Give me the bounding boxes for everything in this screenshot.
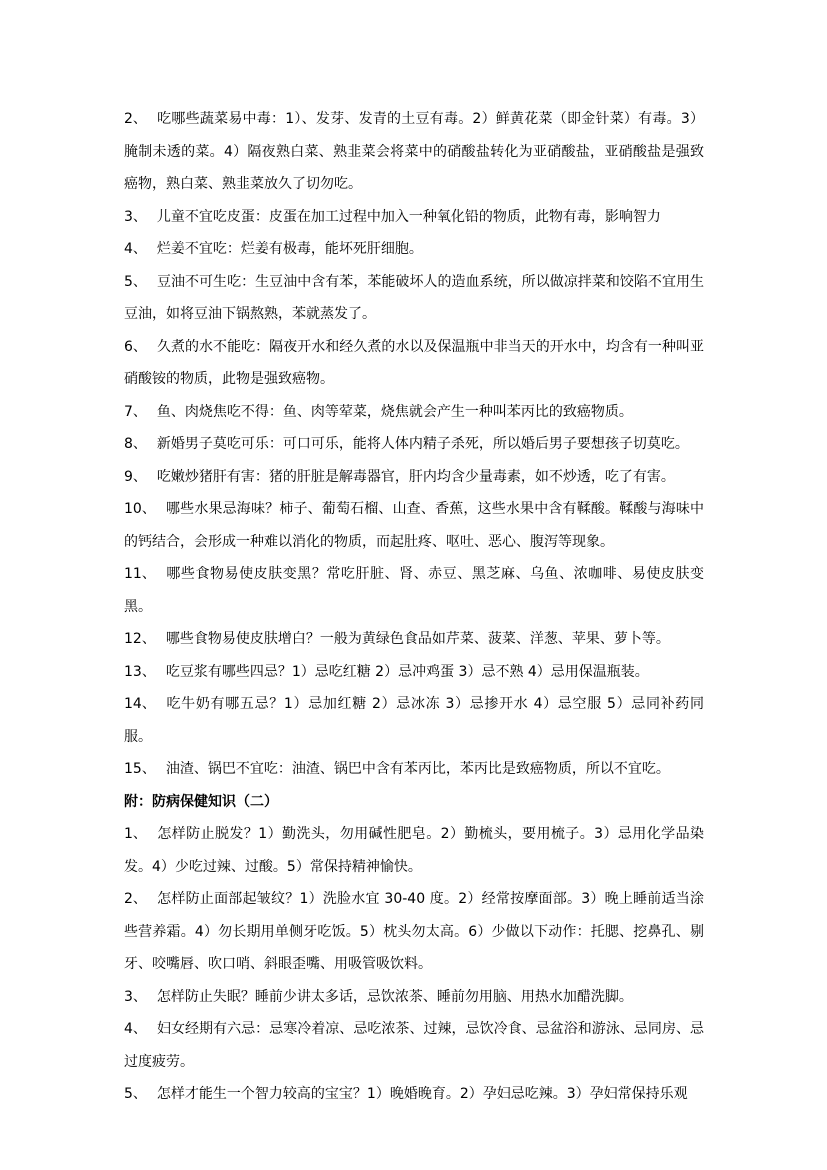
- item-number: 10、: [124, 501, 156, 517]
- list-item: [124, 233, 704, 266]
- item-text: 怎样防止脱发？1）勤洗头，勿用碱性肥皂。2）勤梳头，要用梳子。3）忌用化学品染发。4）少吃过辣、过酸。5）常保持精神愉快。: [124, 826, 704, 875]
- item-text: 油渣、锅巴不宜吃：油渣、锅巴中含有苯丙比，苯丙比是致癌物质，所以不宜吃。: [165, 761, 670, 777]
- list-item: [124, 623, 704, 656]
- list-item: [124, 331, 704, 396]
- document-body: [124, 103, 704, 1111]
- item-text: 儿童不宜吃皮蛋：皮蛋在加工过程中加入一种氧化铅的物质，此物有毒，影响智力: [156, 208, 661, 225]
- item-text: 新婚男子莫吃可乐：可口可乐，能将人体内精子杀死，所以婚后男子要想孩子切莫吃。: [156, 436, 689, 452]
- item-number: 5、: [124, 273, 147, 290]
- list-item: [124, 103, 704, 201]
- item-text: 哪些食物易使皮肤变黑？常吃肝脏、肾、赤豆、黑芝麻、乌鱼、浓咖啡、易使皮肤变黑。: [124, 566, 704, 615]
- item-number: 12、: [124, 631, 156, 647]
- list-item: [124, 883, 704, 981]
- item-number: 1、: [124, 826, 147, 842]
- list-item: [124, 396, 704, 429]
- item-text: 吃豆浆有哪些四忌？1）忌吃红糖 2）忌冲鸡蛋 3）忌不熟 4）忌用保温瓶装。: [165, 663, 649, 680]
- item-number: 5、: [124, 1086, 147, 1102]
- list-item: [124, 818, 704, 883]
- list-item: [124, 428, 704, 461]
- item-text: 豆油不可生吃：生豆油中含有苯，苯能破坏人的造血系统，所以做凉拌菜和饺陷不宜用生豆油，如将豆油下锅熬熟，苯就蒸发了。: [124, 273, 704, 322]
- item-text: 怎样防止失眠？睡前少讲太多话，忌饮浓茶、睡前勿用脑、用热水加醋洗脚。: [156, 988, 633, 1005]
- item-number: 11、: [124, 566, 156, 582]
- item-text: 怎样防止面部起皱纹？1）洗脸水宜 30-40 度。2）经常按摩面部。3）晚上睡前适当涂些营养霜。4）勿长期用单侧牙吃饭。5）枕头勿太高。6）少做以下动作：托腮、挖鼻孔、剔牙、咬嘴唇、吹口哨、斜眼歪嘴、用吸管吸饮料。: [124, 891, 704, 972]
- item-number: 2、: [124, 111, 147, 127]
- item-text: 久煮的水不能吃：隔夜开水和经久煮的水以及保温瓶中非当天的开水中，均含有一种叫亚硝酸铵的物质，此物是强致癌物。: [124, 338, 704, 387]
- item-text: 吃哪些蔬菜易中毒：1）、发芽、发青的土豆有毒。2）鲜黄花菜（即金针菜）有毒。3）腌制未透的菜。4）隔夜熟白菜、熟韭菜会将菜中的硝酸盐转化为亚硝酸盐，亚硝酸盐是强致癌物，熟白菜、熟韭菜放久了切勿吃。: [124, 111, 704, 192]
- list-item: [124, 688, 704, 753]
- list-item: [124, 461, 704, 494]
- item-text: 吃牛奶有哪五忌？1）忌加红糖 2）忌冰冻 3）忌掺开水 4）忌空服 5）忌同补药同服。: [124, 696, 704, 745]
- item-number: 14、: [124, 696, 156, 712]
- item-number: 2、: [124, 891, 147, 907]
- list-item: [124, 753, 704, 786]
- item-number: 15、: [124, 761, 156, 777]
- item-number: 13、: [124, 663, 156, 680]
- item-text: 鱼、肉烧焦吃不得：鱼、肉等荤菜，烧焦就会产生一种叫苯丙比的致癌物质。: [156, 403, 633, 420]
- list-item: [124, 266, 704, 331]
- item-text: 哪些食物易使皮肤增白？一般为黄绿色食品如芹菜、菠菜、洋葱、苹果、萝卜等。: [165, 631, 670, 647]
- item-number: 6、: [124, 338, 147, 355]
- item-number: 3、: [124, 208, 147, 225]
- item-number: 8、: [124, 436, 147, 452]
- item-text: 哪些水果忌海味？柿子、葡萄石榴、山查、香蕉，这些水果中含有鞣酸。鞣酸与海味中的钙结合，会形成一种难以消化的物质，而起肚疼、呕吐、恶心、腹泻等现象。: [124, 501, 704, 550]
- list-item: [124, 493, 704, 558]
- item-text: 烂姜不宜吃：烂姜有极毒，能坏死肝细胞。: [156, 241, 423, 257]
- list-item: [124, 656, 704, 689]
- section-heading: 附：防病保健知识（二）: [124, 793, 278, 810]
- list-item: [124, 1078, 704, 1111]
- item-number: 4、: [124, 1021, 147, 1037]
- item-number: 4、: [124, 241, 147, 257]
- item-number: 9、: [124, 468, 147, 485]
- item-number: 7、: [124, 403, 147, 420]
- item-text: 吃嫩炒猪肝有害：猪的肝脏是解毒器官，肝内均含少量毒素，如不炒透，吃了有害。: [156, 468, 675, 485]
- item-text: 妇女经期有六忌：忌寒冷着凉、忌吃浓茶、过辣，忌饮冷食、忌盆浴和游泳、忌同房、忌过度疲劳。: [124, 1021, 704, 1070]
- list-item: [124, 201, 704, 234]
- item-text: 怎样才能生一个智力较高的宝宝？1）晚婚晚育。2）孕妇忌吃辣。3）孕妇常保持乐观: [156, 1086, 688, 1102]
- item-number: 3、: [124, 988, 147, 1005]
- list-item: [124, 1013, 704, 1078]
- list-item: [124, 981, 704, 1014]
- list-item: [124, 558, 704, 623]
